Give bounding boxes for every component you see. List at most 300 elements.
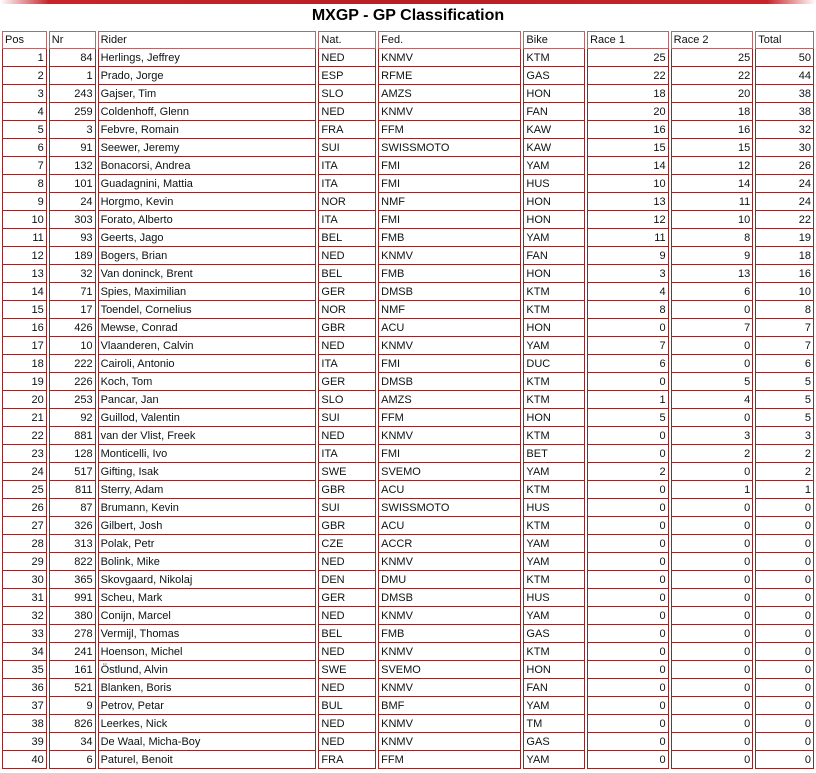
pos-cell: 38: [2, 715, 47, 733]
nat-cell: GBR: [318, 517, 376, 535]
pos-cell: 40: [2, 751, 47, 769]
race1-cell: 0: [587, 733, 669, 751]
classification-table: [0, 31, 816, 769]
pos-cell: 24: [2, 463, 47, 481]
race2-cell: 10: [671, 211, 754, 229]
table-row: [2, 283, 814, 301]
pos-cell: 22: [2, 427, 47, 445]
nat-cell: BEL: [318, 265, 376, 283]
race1-cell: 11: [587, 229, 669, 247]
race2-cell: 3: [671, 427, 754, 445]
nat-cell: NED: [318, 715, 376, 733]
nr-cell: 84: [49, 49, 96, 67]
rider-cell: Östlund, Alvin: [98, 661, 317, 679]
pos-cell: 28: [2, 535, 47, 553]
nr-cell: 326: [49, 517, 96, 535]
pos-cell: 3: [2, 85, 47, 103]
race2-cell: 0: [671, 607, 754, 625]
nat-cell: NED: [318, 553, 376, 571]
race2-cell: 0: [671, 337, 754, 355]
pos-cell: 30: [2, 571, 47, 589]
nat-cell: NED: [318, 49, 376, 67]
pos-cell: 34: [2, 643, 47, 661]
rider-cell: Guillod, Valentin: [98, 409, 317, 427]
race2-cell: 0: [671, 517, 754, 535]
pos-cell: 15: [2, 301, 47, 319]
pos-cell: 7: [2, 157, 47, 175]
fed-cell: ACCR: [378, 535, 521, 553]
nr-cell: 521: [49, 679, 96, 697]
nr-cell: 128: [49, 445, 96, 463]
rider-cell: Gifting, Isak: [98, 463, 317, 481]
race1-cell: 0: [587, 607, 669, 625]
race1-cell: 22: [587, 67, 669, 85]
total-cell: 7: [755, 319, 814, 337]
table-row: [2, 481, 814, 499]
table-row: [2, 157, 814, 175]
table-row: [2, 139, 814, 157]
nat-cell: SWE: [318, 463, 376, 481]
nat-cell: GER: [318, 283, 376, 301]
total-cell: 0: [755, 697, 814, 715]
nat-cell: SWE: [318, 661, 376, 679]
total-cell: 5: [755, 373, 814, 391]
total-cell: 0: [755, 643, 814, 661]
nr-cell: 189: [49, 247, 96, 265]
bike-cell: KAW: [523, 139, 585, 157]
total-cell: 0: [755, 679, 814, 697]
nr-cell: 87: [49, 499, 96, 517]
pos-cell: 36: [2, 679, 47, 697]
nr-cell: 426: [49, 319, 96, 337]
rider-cell: Forato, Alberto: [98, 211, 317, 229]
table-row: [2, 571, 814, 589]
race2-cell: 20: [671, 85, 754, 103]
bike-cell: GAS: [523, 733, 585, 751]
race1-cell: 0: [587, 625, 669, 643]
total-cell: 5: [755, 409, 814, 427]
fed-cell: AMZS: [378, 85, 521, 103]
total-cell: 6: [755, 355, 814, 373]
nr-cell: 24: [49, 193, 96, 211]
fed-cell: KNMV: [378, 427, 521, 445]
pos-cell: 25: [2, 481, 47, 499]
nr-cell: 243: [49, 85, 96, 103]
bike-cell: HON: [523, 319, 585, 337]
bike-cell: GAS: [523, 625, 585, 643]
fed-cell: KNMV: [378, 715, 521, 733]
race2-cell: 0: [671, 409, 754, 427]
nr-cell: 811: [49, 481, 96, 499]
bike-cell: YAM: [523, 337, 585, 355]
race2-cell: 25: [671, 49, 754, 67]
fed-cell: SWISSMOTO: [378, 139, 521, 157]
nr-cell: 17: [49, 301, 96, 319]
rider-cell: Geerts, Jago: [98, 229, 317, 247]
nr-cell: 826: [49, 715, 96, 733]
nat-cell: BUL: [318, 697, 376, 715]
race2-cell: 0: [671, 301, 754, 319]
table-row: [2, 103, 814, 121]
race1-cell: 16: [587, 121, 669, 139]
total-cell: 0: [755, 517, 814, 535]
nr-cell: 991: [49, 589, 96, 607]
pos-cell: 13: [2, 265, 47, 283]
rider-cell: Gajser, Tim: [98, 85, 317, 103]
rider-cell: Vlaanderen, Calvin: [98, 337, 317, 355]
table-row: [2, 625, 814, 643]
nat-cell: BEL: [318, 625, 376, 643]
nat-cell: ITA: [318, 157, 376, 175]
total-cell: 50: [755, 49, 814, 67]
header-nr: Nr: [49, 31, 96, 49]
bike-cell: HON: [523, 193, 585, 211]
race2-cell: 0: [671, 499, 754, 517]
nat-cell: NED: [318, 247, 376, 265]
table-row: [2, 337, 814, 355]
total-cell: 2: [755, 463, 814, 481]
bike-cell: KTM: [523, 391, 585, 409]
nr-cell: 303: [49, 211, 96, 229]
race1-cell: 1: [587, 391, 669, 409]
table-row: [2, 463, 814, 481]
race2-cell: 14: [671, 175, 754, 193]
nr-cell: 278: [49, 625, 96, 643]
nr-cell: 101: [49, 175, 96, 193]
fed-cell: NMF: [378, 301, 521, 319]
table-row: [2, 85, 814, 103]
nat-cell: DEN: [318, 571, 376, 589]
race2-cell: 15: [671, 139, 754, 157]
bike-cell: HUS: [523, 175, 585, 193]
bike-cell: HON: [523, 265, 585, 283]
fed-cell: DMSB: [378, 283, 521, 301]
nr-cell: 517: [49, 463, 96, 481]
race1-cell: 0: [587, 535, 669, 553]
nat-cell: CZE: [318, 535, 376, 553]
pos-cell: 10: [2, 211, 47, 229]
header-rider: Rider: [98, 31, 317, 49]
pos-cell: 19: [2, 373, 47, 391]
race2-cell: 7: [671, 319, 754, 337]
bike-cell: HON: [523, 409, 585, 427]
race1-cell: 18: [587, 85, 669, 103]
race1-cell: 0: [587, 679, 669, 697]
nr-cell: 92: [49, 409, 96, 427]
pos-cell: 9: [2, 193, 47, 211]
race1-cell: 10: [587, 175, 669, 193]
nr-cell: 93: [49, 229, 96, 247]
race2-cell: 6: [671, 283, 754, 301]
table-row: [2, 607, 814, 625]
nat-cell: NOR: [318, 193, 376, 211]
nat-cell: BEL: [318, 229, 376, 247]
nr-cell: 3: [49, 121, 96, 139]
fed-cell: FMI: [378, 175, 521, 193]
header-fed: Fed.: [378, 31, 521, 49]
table-row: [2, 517, 814, 535]
rider-cell: Pancar, Jan: [98, 391, 317, 409]
race2-cell: 0: [671, 589, 754, 607]
bike-cell: BET: [523, 445, 585, 463]
race1-cell: 0: [587, 517, 669, 535]
rider-cell: Bolink, Mike: [98, 553, 317, 571]
fed-cell: FFM: [378, 751, 521, 769]
table-row: [2, 229, 814, 247]
nat-cell: NED: [318, 337, 376, 355]
pos-cell: 33: [2, 625, 47, 643]
pos-cell: 20: [2, 391, 47, 409]
table-row: [2, 643, 814, 661]
nat-cell: GBR: [318, 319, 376, 337]
nat-cell: FRA: [318, 751, 376, 769]
nat-cell: GBR: [318, 481, 376, 499]
race1-cell: 7: [587, 337, 669, 355]
pos-cell: 31: [2, 589, 47, 607]
nat-cell: GER: [318, 373, 376, 391]
race1-cell: 0: [587, 715, 669, 733]
header-pos: Pos: [2, 31, 47, 49]
race1-cell: 25: [587, 49, 669, 67]
fed-cell: DMSB: [378, 373, 521, 391]
table-row: [2, 499, 814, 517]
fed-cell: AMZS: [378, 391, 521, 409]
nat-cell: SLO: [318, 85, 376, 103]
race2-cell: 0: [671, 571, 754, 589]
pos-cell: 37: [2, 697, 47, 715]
fed-cell: SWISSMOTO: [378, 499, 521, 517]
race2-cell: 0: [671, 535, 754, 553]
race2-cell: 8: [671, 229, 754, 247]
fed-cell: ACU: [378, 481, 521, 499]
pos-cell: 32: [2, 607, 47, 625]
fed-cell: FMI: [378, 157, 521, 175]
table-row: [2, 715, 814, 733]
rider-cell: Van doninck, Brent: [98, 265, 317, 283]
rider-cell: Hoenson, Michel: [98, 643, 317, 661]
race1-cell: 0: [587, 427, 669, 445]
rider-cell: Coldenhoff, Glenn: [98, 103, 317, 121]
total-cell: 0: [755, 661, 814, 679]
fed-cell: RFME: [378, 67, 521, 85]
race2-cell: 0: [671, 643, 754, 661]
bike-cell: HUS: [523, 589, 585, 607]
rider-cell: Seewer, Jeremy: [98, 139, 317, 157]
rider-cell: Polak, Petr: [98, 535, 317, 553]
total-cell: 1: [755, 481, 814, 499]
total-cell: 19: [755, 229, 814, 247]
nr-cell: 34: [49, 733, 96, 751]
fed-cell: FMI: [378, 445, 521, 463]
rider-cell: Bonacorsi, Andrea: [98, 157, 317, 175]
nat-cell: FRA: [318, 121, 376, 139]
table-row: [2, 679, 814, 697]
race1-cell: 0: [587, 373, 669, 391]
race1-cell: 0: [587, 571, 669, 589]
nr-cell: 313: [49, 535, 96, 553]
rider-cell: Herlings, Jeffrey: [98, 49, 317, 67]
rider-cell: Guadagnini, Mattia: [98, 175, 317, 193]
rider-cell: Toendel, Cornelius: [98, 301, 317, 319]
table-row: [2, 733, 814, 751]
fed-cell: FMI: [378, 211, 521, 229]
total-cell: 24: [755, 193, 814, 211]
bike-cell: YAM: [523, 697, 585, 715]
table-row: [2, 409, 814, 427]
nat-cell: ITA: [318, 445, 376, 463]
race2-cell: 0: [671, 625, 754, 643]
nat-cell: SUI: [318, 139, 376, 157]
total-cell: 24: [755, 175, 814, 193]
rider-cell: Horgmo, Kevin: [98, 193, 317, 211]
race2-cell: 22: [671, 67, 754, 85]
fed-cell: FMI: [378, 355, 521, 373]
race2-cell: 0: [671, 751, 754, 769]
race2-cell: 0: [671, 355, 754, 373]
fed-cell: DMSB: [378, 589, 521, 607]
nr-cell: 253: [49, 391, 96, 409]
table-row: [2, 535, 814, 553]
nat-cell: NED: [318, 643, 376, 661]
nr-cell: 9: [49, 697, 96, 715]
rider-cell: Skovgaard, Nikolaj: [98, 571, 317, 589]
total-cell: 0: [755, 589, 814, 607]
total-cell: 7: [755, 337, 814, 355]
fed-cell: KNMV: [378, 103, 521, 121]
rider-cell: Conijn, Marcel: [98, 607, 317, 625]
total-cell: 38: [755, 85, 814, 103]
total-cell: 32: [755, 121, 814, 139]
fed-cell: KNMV: [378, 643, 521, 661]
bike-cell: KTM: [523, 283, 585, 301]
race1-cell: 12: [587, 211, 669, 229]
table-row: [2, 319, 814, 337]
total-cell: 3: [755, 427, 814, 445]
fed-cell: ACU: [378, 319, 521, 337]
rider-cell: Brumann, Kevin: [98, 499, 317, 517]
table-row: [2, 553, 814, 571]
nat-cell: ITA: [318, 355, 376, 373]
bike-cell: KTM: [523, 49, 585, 67]
nat-cell: SUI: [318, 499, 376, 517]
nat-cell: NED: [318, 733, 376, 751]
race2-cell: 0: [671, 715, 754, 733]
header-bike: Bike: [523, 31, 585, 49]
table-row: [2, 193, 814, 211]
rider-cell: Sterry, Adam: [98, 481, 317, 499]
rider-cell: De Waal, Micha-Boy: [98, 733, 317, 751]
table-row: [2, 265, 814, 283]
race1-cell: 0: [587, 499, 669, 517]
race2-cell: 0: [671, 679, 754, 697]
race1-cell: 0: [587, 553, 669, 571]
nat-cell: NOR: [318, 301, 376, 319]
nr-cell: 10: [49, 337, 96, 355]
fed-cell: KNMV: [378, 553, 521, 571]
bike-cell: HON: [523, 211, 585, 229]
total-cell: 16: [755, 265, 814, 283]
nr-cell: 6: [49, 751, 96, 769]
header-race1: Race 1: [587, 31, 669, 49]
bike-cell: YAM: [523, 157, 585, 175]
nat-cell: ITA: [318, 175, 376, 193]
fed-cell: KNMV: [378, 733, 521, 751]
pos-cell: 26: [2, 499, 47, 517]
nr-cell: 259: [49, 103, 96, 121]
bike-cell: KTM: [523, 571, 585, 589]
nr-cell: 32: [49, 265, 96, 283]
race2-cell: 0: [671, 553, 754, 571]
total-cell: 22: [755, 211, 814, 229]
bike-cell: YAM: [523, 553, 585, 571]
nr-cell: 132: [49, 157, 96, 175]
table-row: [2, 589, 814, 607]
rider-cell: Bogers, Brian: [98, 247, 317, 265]
fed-cell: BMF: [378, 697, 521, 715]
pos-cell: 23: [2, 445, 47, 463]
nr-cell: 365: [49, 571, 96, 589]
race2-cell: 18: [671, 103, 754, 121]
total-cell: 0: [755, 553, 814, 571]
nr-cell: 881: [49, 427, 96, 445]
table-row: [2, 49, 814, 67]
table-row: [2, 301, 814, 319]
nr-cell: 161: [49, 661, 96, 679]
total-cell: 30: [755, 139, 814, 157]
nr-cell: 222: [49, 355, 96, 373]
fed-cell: DMU: [378, 571, 521, 589]
rider-cell: Cairoli, Antonio: [98, 355, 317, 373]
race1-cell: 0: [587, 445, 669, 463]
nr-cell: 380: [49, 607, 96, 625]
fed-cell: KNMV: [378, 607, 521, 625]
rider-cell: Petrov, Petar: [98, 697, 317, 715]
nat-cell: NED: [318, 427, 376, 445]
fed-cell: KNMV: [378, 247, 521, 265]
race1-cell: 15: [587, 139, 669, 157]
rider-cell: Leerkes, Nick: [98, 715, 317, 733]
nat-cell: ESP: [318, 67, 376, 85]
pos-cell: 18: [2, 355, 47, 373]
race2-cell: 0: [671, 661, 754, 679]
pos-cell: 2: [2, 67, 47, 85]
bike-cell: FAN: [523, 247, 585, 265]
nat-cell: SUI: [318, 409, 376, 427]
pos-cell: 12: [2, 247, 47, 265]
nr-cell: 226: [49, 373, 96, 391]
total-cell: 0: [755, 751, 814, 769]
bike-cell: FAN: [523, 103, 585, 121]
pos-cell: 8: [2, 175, 47, 193]
pos-cell: 4: [2, 103, 47, 121]
total-cell: 18: [755, 247, 814, 265]
total-cell: 0: [755, 571, 814, 589]
table-row: [2, 211, 814, 229]
pos-cell: 27: [2, 517, 47, 535]
pos-cell: 1: [2, 49, 47, 67]
total-cell: 10: [755, 283, 814, 301]
fed-cell: KNMV: [378, 49, 521, 67]
fed-cell: ACU: [378, 517, 521, 535]
total-cell: 0: [755, 535, 814, 553]
rider-cell: Prado, Jorge: [98, 67, 317, 85]
bike-cell: YAM: [523, 607, 585, 625]
pos-cell: 6: [2, 139, 47, 157]
pos-cell: 29: [2, 553, 47, 571]
bike-cell: KTM: [523, 481, 585, 499]
nat-cell: ITA: [318, 211, 376, 229]
rider-cell: Mewse, Conrad: [98, 319, 317, 337]
